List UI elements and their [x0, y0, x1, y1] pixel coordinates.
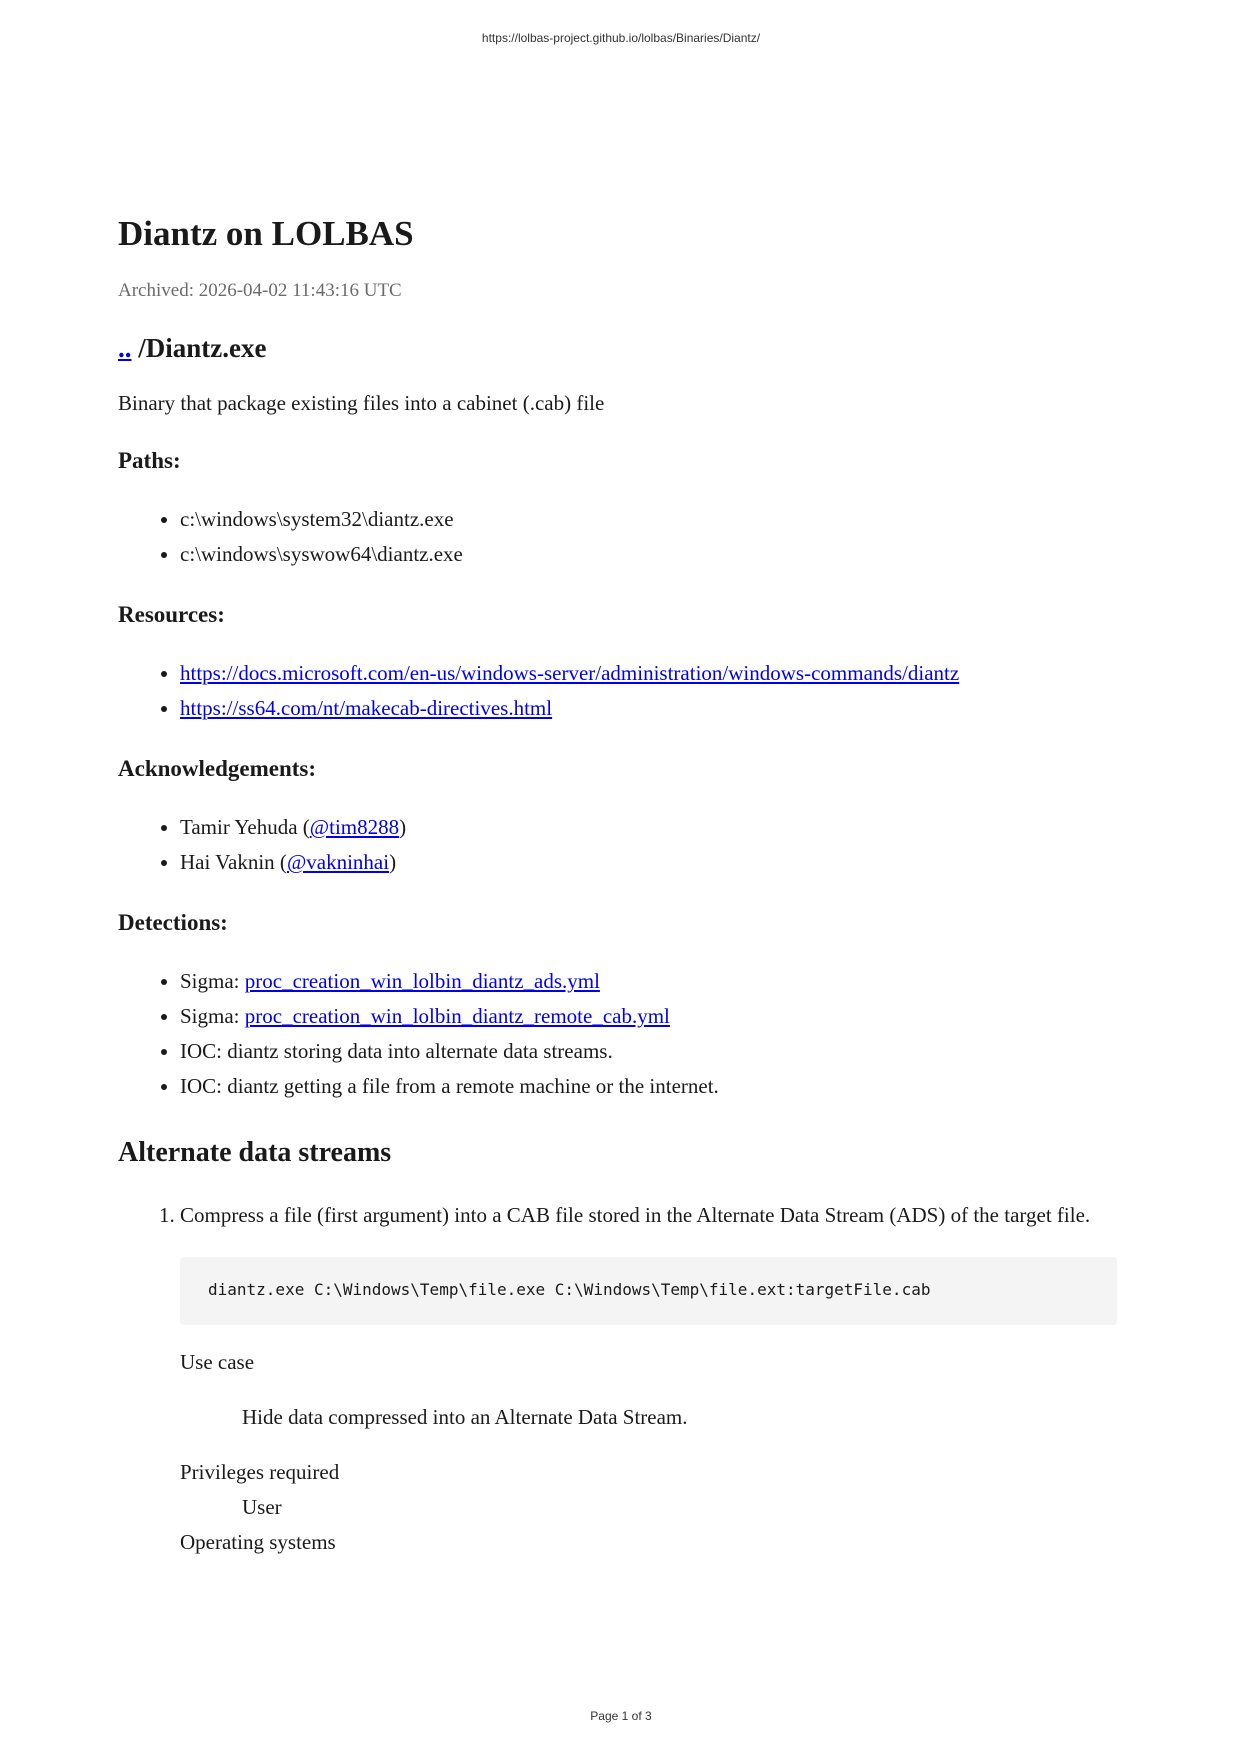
- acknowledgement-handle-link[interactable]: @vakninhai: [286, 850, 390, 874]
- detection-item: [180, 999, 1118, 1034]
- use-case-text: Hide data compressed into an Alternate Data Stream.: [242, 1405, 688, 1429]
- detection-item: [180, 964, 1118, 999]
- acknowledgement-close: ): [389, 850, 397, 874]
- archived-timestamp: Archived: 2026-04-02 11:43:16 UTC: [118, 280, 402, 301]
- binary-name: /Diantz.exe: [131, 333, 267, 363]
- acknowledgement-close: ): [399, 815, 407, 839]
- privileges-value: User: [242, 1495, 282, 1519]
- acknowledgements-heading: Acknowledgements:: [118, 756, 317, 781]
- detection-item: • IOC: diantz getting a file from a remote machine or the internet.: [180, 1069, 1118, 1104]
- resources-heading: Resources:: [118, 602, 225, 627]
- page-title: Diantz on LOLBAS: [118, 214, 414, 253]
- ads-item: [180, 1198, 1118, 1560]
- resources-list: [118, 656, 1118, 726]
- binary-description: Binary that package existing files into a cabinet (.cab) file: [118, 391, 605, 415]
- detection-prefix: Sigma:: [180, 1004, 245, 1028]
- resource-item: [180, 691, 1118, 726]
- page-number: Page 1 of 3: [590, 1709, 652, 1723]
- main-content: [118, 210, 1118, 1560]
- ads-list: [118, 1198, 1118, 1560]
- resource-item: [180, 656, 1118, 691]
- resource-link-ss64[interactable]: https://ss64.com/nt/makecab-directives.html: [180, 696, 553, 720]
- detection-prefix: Sigma:: [180, 969, 245, 993]
- detections-heading: Detections:: [118, 910, 228, 935]
- print-header-url: https://lolbas-project.github.io/lolbas/Binaries/Diantz/: [481, 31, 761, 45]
- sigma-rule-link[interactable]: proc_creation_win_lolbin_diantz_ads.yml: [244, 969, 600, 993]
- paths-list: [118, 502, 1118, 572]
- operating-systems-label: Operating systems: [180, 1530, 336, 1554]
- acknowledgement-name: Tamir Yehuda (: [180, 815, 310, 839]
- use-case-label: Use case: [180, 1350, 255, 1374]
- detections-list: [118, 964, 1118, 1104]
- parent-directory-link[interactable]: ..: [118, 333, 132, 363]
- detection-item: • IOC: diantz storing data into alternate data streams.: [180, 1034, 1118, 1069]
- paths-heading: Paths:: [118, 448, 181, 473]
- path-item: • c:\windows\syswow64\diantz.exe: [180, 537, 1118, 572]
- command-code-block[interactable]: diantz.exe C:\Windows\Temp\file.exe C:\Windows\Temp\file.ext:targetFile.cab: [180, 1257, 1117, 1325]
- binary-title: [118, 330, 1118, 366]
- acknowledgement-item: [180, 845, 1118, 880]
- resource-link-microsoft-docs[interactable]: https://docs.microsoft.com/en-us/windows-server/administration/windows-commands/diantz: [180, 661, 960, 685]
- ads-item-description: Compress a file (first argument) into a CAB file stored in the Alternate Data Stream (ADS) of the target file.: [180, 1203, 1091, 1227]
- acknowledgement-item: [180, 810, 1118, 845]
- ads-section-heading: Alternate data streams: [118, 1137, 392, 1168]
- acknowledgement-handle-link[interactable]: @tim8288: [309, 815, 400, 839]
- privileges-label: Privileges required: [180, 1460, 340, 1484]
- acknowledgement-name: Hai Vaknin (: [180, 850, 287, 874]
- sigma-rule-link[interactable]: proc_creation_win_lolbin_diantz_remote_cab.yml: [244, 1004, 670, 1028]
- path-item: • c:\windows\system32\diantz.exe: [180, 502, 1118, 537]
- acknowledgements-list: [118, 810, 1118, 880]
